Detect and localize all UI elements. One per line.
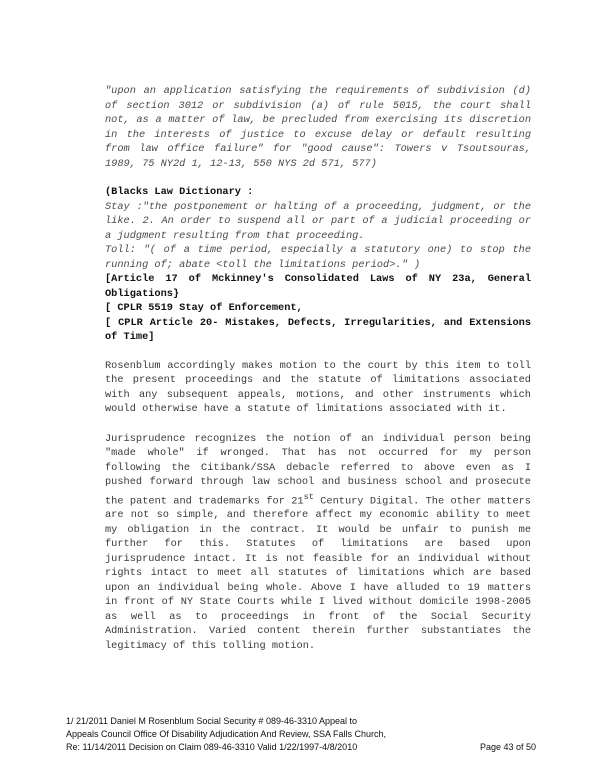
toll-definition: Toll: "( of a time period, especially a statutory one) to stop the running of; abate <toll the limitations period>." ) [105,244,531,271]
tolling-motion-paragraph: Rosenblum accordingly makes motion to the court by this item to toll the present proceedings and the statute of limitations associated with any subsequent appeals, motions, and other instruments which would otherwise have a statute of limitations associated with it. [105,359,531,415]
article-17-reference: [Article 17 of Mckinney's Consolidated Laws of NY 23a, General Obligations} [105,273,531,300]
page-number: Page 43 of 50 [479,742,536,752]
jurisprudence-text-start: Jurisprudence recognizes the notion of an individual person being "made whole" if wronged. That has not occurred for my person following the Citibank/SSA debacle referred to above even as I pushed forward through law school and business school and prosecute the patent and trademarks for 21 [105,432,531,507]
footer-line-1: 1/ 21/2011 Daniel M Rosenblum Social Security # 089-46-3310 Appeal to [66,716,358,726]
cplr-5519-reference: [ CPLR 5519 Stay of Enforcement, [105,302,303,314]
footer-line-2: Appeals Council Office Of Disability Adjudication And Review, SSA Falls Church, [66,729,386,739]
legal-quote: "upon an application satisfying the requirements of subdivision (d) of section 3012 or subdivision (a) of rule 5015, the court shall not, as a matter of law, be precluded from exercising its discretion in the interests of justice to excuse delay or default resulting from law office failure" for "good cause": Towers v Tsoutsouras, 1989, 75 NY2d 1, 12-13, 550 NYS 2d 571, 577) [105,85,531,170]
cplr-article-20-reference: [ CPLR Article 20- Mistakes, Defects, Irregularities, and Extensions of Time] [105,316,531,343]
page-footer [66,715,536,754]
document-body [105,84,531,668]
blacks-law-section [105,185,531,345]
stay-definition: Stay :"the postponement or halting of a proceeding, judgment, or the like. 2. An order to suspend all or part of a judicial proceeding or a judgment resulting from that proceeding. [105,200,531,242]
blacks-heading: (Blacks Law Dictionary : [105,186,254,198]
jurisprudence-text-end: Century Digital. The other matters are not so simple, and therefore affect my economic ability to meet my obligation in the contract. It would be unfair to punish me further for this. Statutes of limitations are based upon jurisprudence intact. It is not feasible for an individual without rights intact to meet all statutes of limitations which are based upon an individual being whole. Above I have alluded to 19 matters in front of NY State Courts while I lived without domicile 1998-2005 as well as to proceedings in front of the Social Security Administration. Varied content therein further substantiates the legitimacy of this tolling motion. [105,494,531,652]
footer-line-3 [66,741,536,754]
ordinal-superscript: st [303,491,314,502]
jurisprudence-paragraph [105,432,531,654]
footer-claim-text: Re: 11/14/2011 Decision on Claim 089-46-3310 Valid 1/22/1997-4/8/2010 [66,742,358,752]
